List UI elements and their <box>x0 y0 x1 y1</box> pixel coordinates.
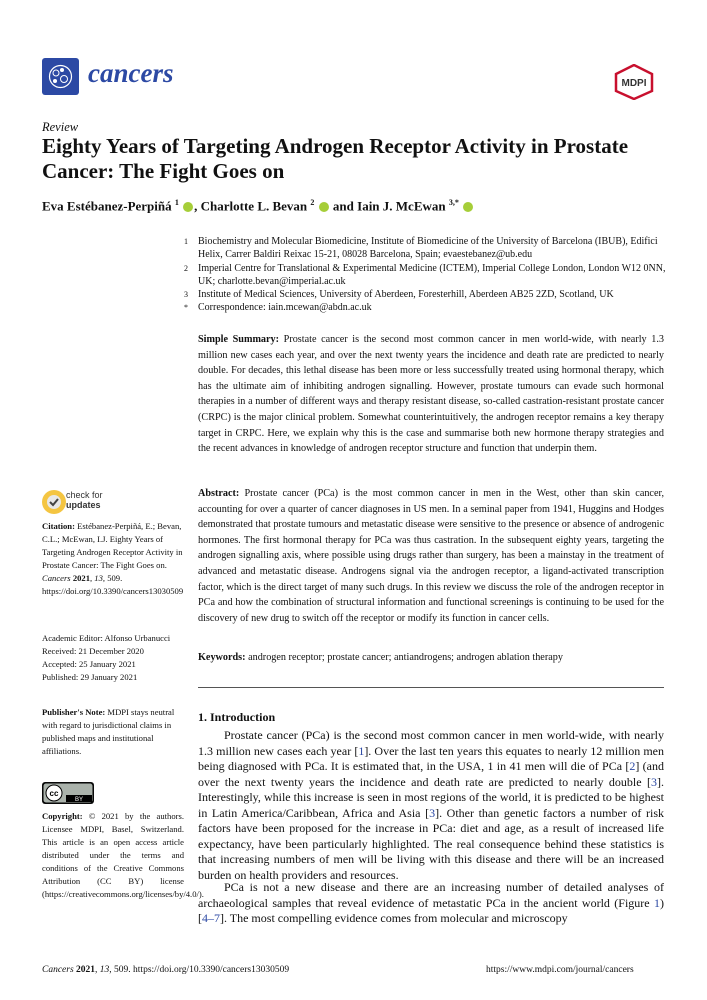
copyright: Copyright: © 2021 by the authors. Licensee MDPI, Basel, Switzerland. This article is an open access article distributed under the terms and conditions of the Creative Commons Attribution (CC BY) license (https://creativecommons.org/licenses/by/4.0/). <box>42 811 204 899</box>
check-updates-line1: check for <box>66 490 103 500</box>
affiliation-2: 2 Imperial Centre for Translational & Experimental Medicine (ICTEM), Imperial College London, London W12 0NN, UK; charlotte.bevan@imperial.ac.uk <box>184 263 666 287</box>
figure-link[interactable]: 1 <box>654 895 660 910</box>
intro-paragraph-2: PCa is not a new disease and there are an increasing number of detailed analyses of archaeological samples that reveal evidence of metastatic PCa in the ancient world (Figure 1) [4–7]. The most compelling evidence comes from molecular and microscopy <box>198 880 664 925</box>
dates-block <box>42 632 184 684</box>
intro-paragraph-1: Prostate cancer (PCa) is the second most common cancer in men world-wide, with nearly 1.3 million new cases each year [1]. Over the last ten years this equates to nearly 12 million men being diagnosed with PCa. It is estimated that, in the USA, 1 in 41 men will die of PCa [2] (and over the next twenty years the incidence and death rate are predicted to nearly double [3]. Interestingly, while this increase is seen in most regions of the world, it is predicted to be highest in Latin America/Caribbean, Africa and Asia [3]. Other than genetic factors a number of risk factors have been proposed for the increase in PCa: diet and age, as a result of increased life expectancy, have been particularly highlighted. The real consequence behind these statistics is that increasing numbers of men will be living with this disease and there will be an increased burden on health providers and resources. <box>198 728 664 882</box>
author-name: Charlotte L. Bevan <box>200 198 308 214</box>
mdpi-logo-text: MDPI <box>621 78 647 89</box>
cc-by-license-badge[interactable] <box>42 782 94 804</box>
keywords: Keywords: androgen receptor; prostate cancer; antiandrogens; androgen ablation therapy <box>198 652 563 663</box>
citation-block: Citation: Estébanez-Perpiñá, E.; Bevan, C.L.; McEwan, I.J. Eighty Years of Targeting Androgen Receptor Activity in Prostate Cancer: The Fight Goes on. Cancers 2021, 13, 509. https://doi.org/10.3390/cancers13030509 <box>42 521 184 596</box>
check-updates-icon <box>40 488 68 516</box>
citation-link[interactable]: 1 <box>358 743 365 758</box>
correspondence: * Correspondence: iain.mcewan@abdn.ac.uk <box>184 302 372 313</box>
citation-link[interactable]: 3 <box>651 774 657 789</box>
academic-editor: Academic Editor: Alfonso Urbanucci <box>42 633 171 643</box>
author-affil-ref: 2 <box>310 198 315 207</box>
published-date: Published: 29 January 2021 <box>42 672 138 682</box>
check-updates-line2: updates <box>66 500 101 510</box>
citation-link[interactable]: 2 <box>629 759 636 773</box>
orcid-icon[interactable] <box>463 202 473 212</box>
author-name: Iain J. McEwan <box>357 198 446 214</box>
cc-by-text: BY <box>74 797 84 803</box>
author-name: Eva Estébanez-Perpiñá <box>42 198 172 214</box>
orcid-icon[interactable] <box>183 202 193 212</box>
section-heading: 1. Introduction <box>198 710 276 724</box>
affiliation-3: 3 Institute of Medical Sciences, University of Aberdeen, Foresterhill, Aberdeen AB25 2ZD, Scotland, UK <box>184 289 614 300</box>
affiliation-1: 1 Biochemistry and Molecular Biomedicine, Institute of Biomedicine of the University of Barcelona (IBUB), Edifici Helix, Carrer Baldiri Reixac 15-21, 08028 Barcelona, Spain; evaestebanez@ub.edu <box>184 236 658 260</box>
check-for-updates-button[interactable] <box>40 488 160 516</box>
footer-citation: Cancers 2021, 13, 509. https://doi.org/10.3390/cancers13030509 <box>42 965 290 975</box>
orcid-icon[interactable] <box>319 202 329 212</box>
abstract: Abstract: Prostate cancer (PCa) is the most common cancer in men in the West, other than skin cancer, accounting for over a quarter of cancer diagnoses in US men. In a seminal paper from 1941, Huggins and Hodges demonstrated that prostate tumours and metastatic disease were sensitive to the presence or absence of androgenic hormones. The first hormonal therapy for PCa was thus castration. In the subsequent eighty years, targeting the androgen signalling axis, where possible using drugs rather than surgery, has been a mainstay in the treatment of advanced and metastatic disease. Androgens signal via the androgen receptor, a ligand-activated transcription factor, which is the direct target of many such drugs. In this review we discuss the role of the androgen receptor in PCa and how the combination of structural information and functional screenings is continuing to be used for the discovery of new drug to switch off the receptor or modify its function in cancer cells. <box>198 488 665 624</box>
author-list: Eva Estébanez-Perpiñá $^1$ , Charlotte L. Bevan $^2$ and Iain J. McEwan $^{3,*}$ <box>42 198 474 214</box>
simple-summary: Simple Summary: Prostate cancer is the second most common cancer in men world-wide, with nearly 1.3 million new cases each year, and over the next twenty years the incidence and death rate are predicted to nearly double. For decades, this lethal disease has been more or less successfully treated using hormonal therapy, which has the ultimate aim of inhibiting androgen signalling. However, prostate tumours can evade such hormonal therapies in a number of different ways and therapy resistant disease, so-called castration-resistant prostate cancer (CRPC) is the major clinical problem. Somewhat counterintuitively, the androgen receptor remains a key therapy target in CRPC. Here, we explain why this is the case and summarise both new hormone therapy strategies and the recent advances in knowledge of androgen receptor structure and function that underpin them. <box>198 334 664 455</box>
article-type: Review <box>42 120 79 134</box>
citation-link[interactable]: 3 <box>429 805 436 820</box>
citation-link[interactable]: 4–7 <box>202 911 220 925</box>
received-date: Received: 21 December 2020 <box>42 646 144 656</box>
author-affil-ref: 1 <box>174 198 179 207</box>
journal-logo-icon <box>42 58 79 95</box>
footer-journal-url[interactable]: https://www.mdpi.com/journal/cancers <box>486 965 634 975</box>
author-affil-ref: 3,* <box>448 198 459 207</box>
article-title: Eighty Years of Targeting Androgen Receptor Activity in Prostate Cancer: The Fight Goes on <box>42 134 629 183</box>
journal-name[interactable]: cancers <box>88 58 174 88</box>
publisher-note: Publisher's Note: MDPI stays neutral with regard to jurisdictional claims in published maps and institutional affiliations. <box>42 707 175 756</box>
cc-text: cc <box>49 789 59 798</box>
divider <box>198 687 664 688</box>
accepted-date: Accepted: 25 January 2021 <box>42 659 136 669</box>
mdpi-logo-icon[interactable] <box>614 64 654 100</box>
